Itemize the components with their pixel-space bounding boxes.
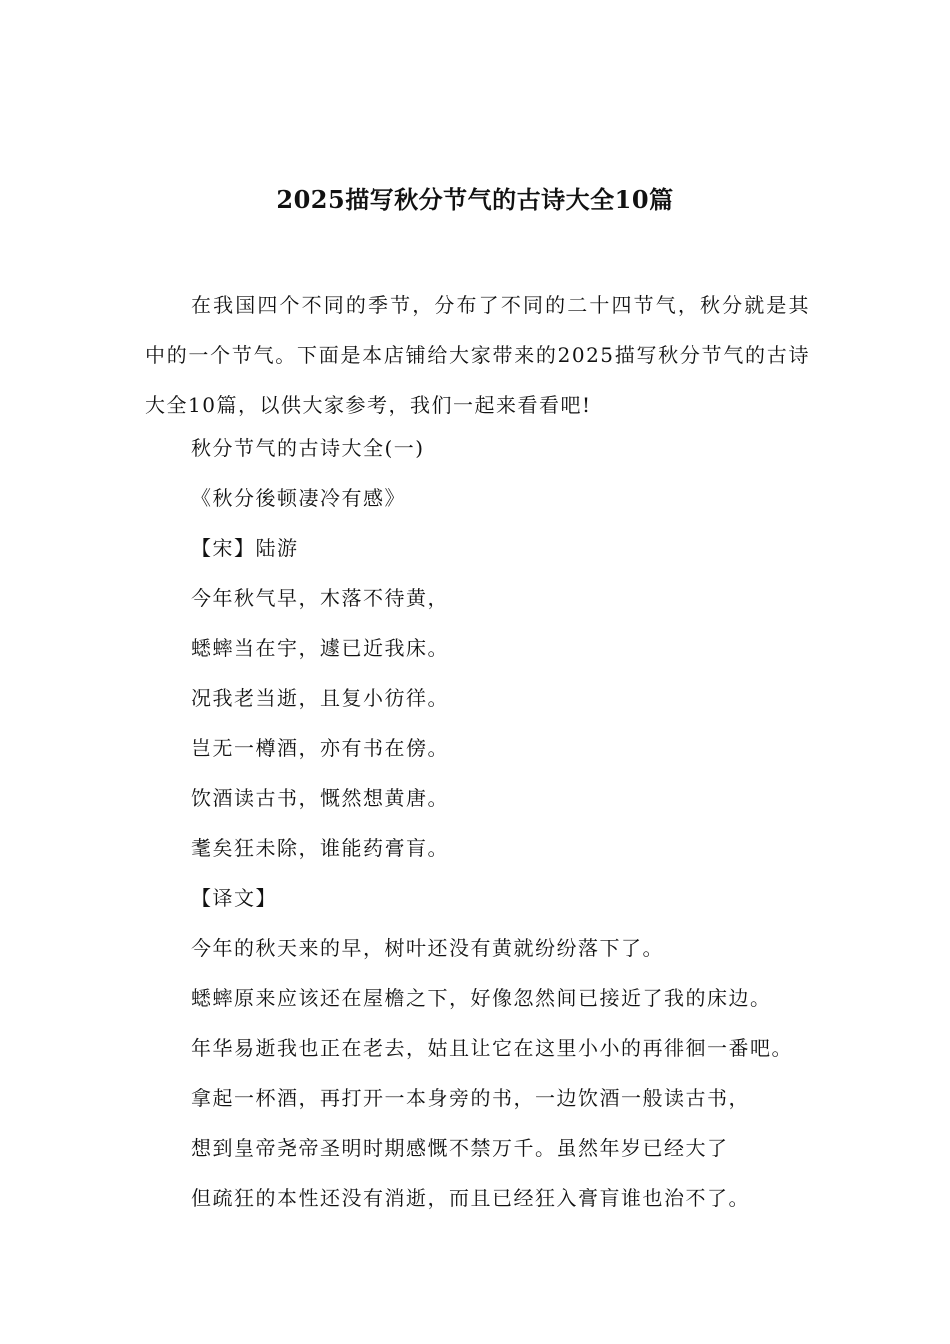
- poem-author: 【宋】陆游: [191, 536, 299, 560]
- translation-heading: 【译文】: [191, 886, 277, 910]
- translation-line: 拿起一杯酒，再打开一本身旁的书，一边饮酒一般读古书，: [191, 1086, 750, 1110]
- poem-line: 耄矣狂未除，谁能药膏肓。: [191, 836, 449, 860]
- document-title: 2025描写秋分节气的古诗大全10篇: [276, 185, 674, 214]
- translation-line: 年华易逝我也正在老去，姑且让它在这里小小的再徘徊一番吧。: [191, 1036, 793, 1060]
- translation-line: 但疏狂的本性还没有消逝，而且已经狂入膏肓谁也治不了。: [191, 1186, 750, 1210]
- translation-line: 想到皇帝尧帝圣明时期感慨不禁万千。虽然年岁已经大了: [191, 1136, 729, 1160]
- translation-line: 蟋蟀原来应该还在屋檐之下，好像忽然间已接近了我的床边。: [191, 986, 772, 1010]
- poem-line: 饮酒读古书，慨然想黄唐。: [191, 786, 449, 810]
- translation-line: 今年的秋天来的早，树叶还没有黄就纷纷落下了。: [191, 936, 664, 960]
- poem-line: 今年秋气早，木落不待黄，: [191, 586, 449, 610]
- poem-line: 岂无一樽酒，亦有书在傍。: [191, 736, 449, 760]
- poem-line: 蟋蟀当在宇，遽已近我床。: [191, 636, 449, 660]
- section-heading: 秋分节气的古诗大全(一): [191, 436, 425, 460]
- poem-line: 况我老当逝，且复小彷徉。: [191, 686, 449, 710]
- poem-title: 《秋分後顿凄冷有感》: [191, 486, 406, 510]
- intro-paragraph: 在我国四个不同的季节，分布了不同的二十四节气，秋分就是其中的一个节气。下面是本店铺给大家带来的2025描写秋分节气的古诗大全10篇，以供大家参考，我们一起来看看吧!: [145, 293, 810, 417]
